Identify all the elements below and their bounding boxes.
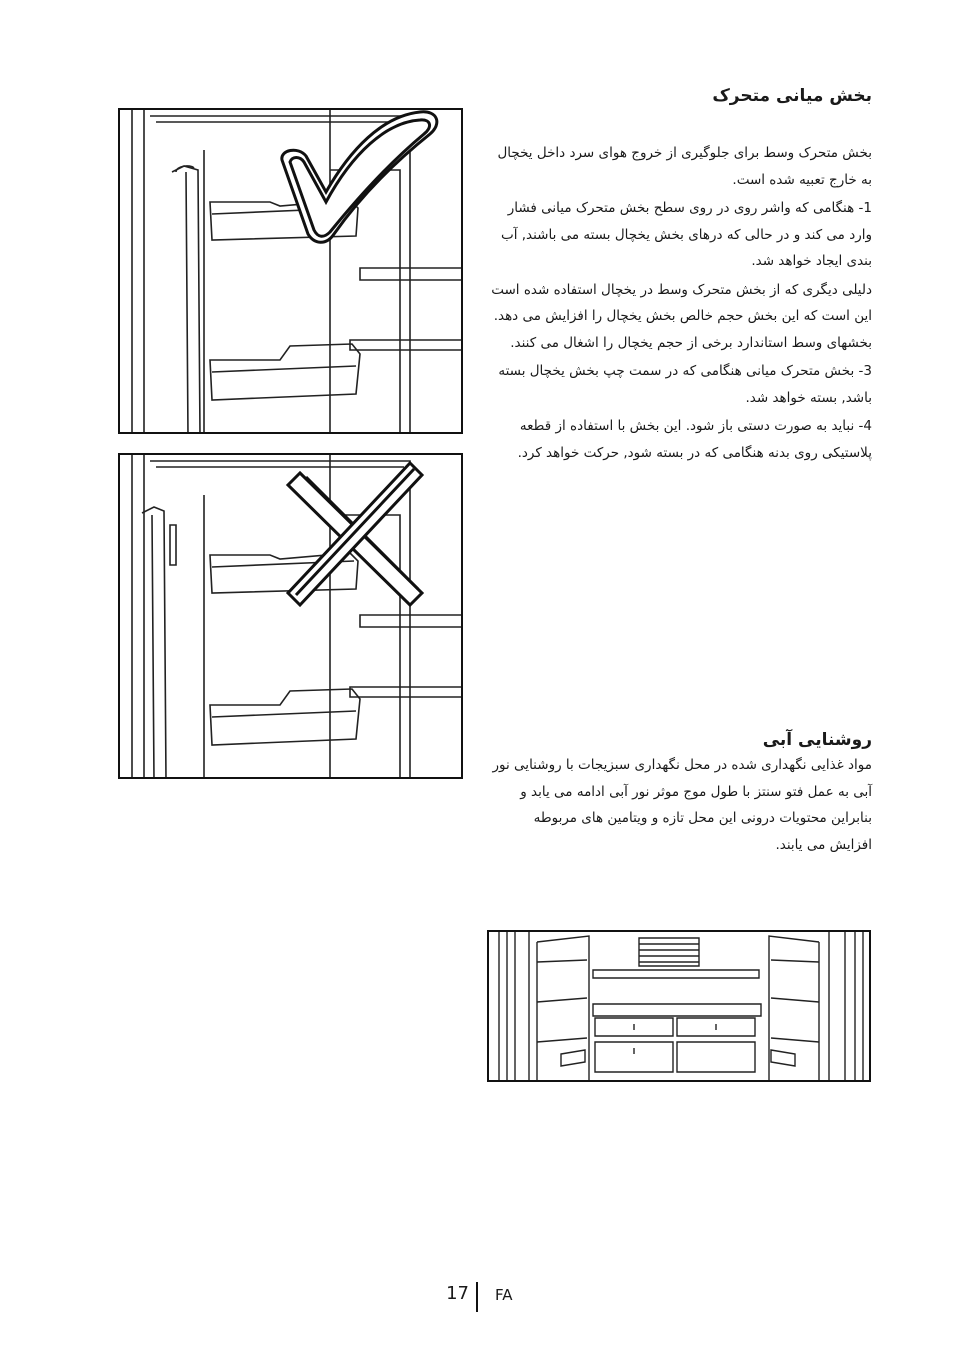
check-mark-icon: [282, 112, 437, 242]
paragraph: دلیلی دیگری که از بخش متحرک وسط در یخچال استفاده شده است این است که این بخش حجم خالص بخش یخچال را افزایش می دهد. بخشهای وسط استاندارد برخی از حجم یخچال را اشغال می کنند.: [491, 281, 872, 351]
paragraph: بخش متحرک وسط برای جلوگیری از خروج هوای سرد داخل یخچال به خارج تعبیه شده است.: [497, 145, 872, 188]
paragraph: 4- نباید به صورت دستی باز شود. این بخش با استفاده از قطعه پلاستیکی روی بدنه هنگامی که در بسته شود, حرکت خواهد کرد.: [517, 418, 872, 461]
figure-blue-light-interior: [487, 930, 871, 1082]
fridge-door-illustration: [120, 110, 463, 434]
figure-incorrect-door: [118, 453, 463, 779]
section-body-moving-mullion: [490, 140, 872, 468]
paragraph: 3- بخش متحرک میانی هنگامی که در سمت چپ بخش یخچال بسته باشد, بسته خواهد شد.: [498, 363, 872, 406]
language-code: FA: [495, 1286, 513, 1304]
section-title-moving-mullion: بخش میانی متحرک: [712, 86, 872, 106]
fridge-door-illustration: [120, 455, 463, 779]
paragraph: 1- هنگامی که واشر روی در روی سطح بخش متحرک میانی فشار وارد می کند و در حالی که درهای بخش یخچال بسته می باشند, آب بندی ایجاد خواهد شد.: [500, 200, 872, 269]
figure-correct-door: [118, 108, 463, 434]
cross-mark-icon: [288, 463, 422, 605]
section-title-blue-light: روشنایی آبی: [762, 730, 872, 750]
section-body-blue-light: [488, 752, 872, 860]
fridge-interior-illustration: [489, 932, 871, 1082]
footer-divider: [476, 1282, 478, 1312]
page-number: 17: [446, 1283, 469, 1304]
paragraph: مواد غذایی نگهداری شده در محل نگهداری سبزیجات با روشنایی نور آبی به عمل فتو سنتز با طول موج موثر نور آبی ادامه می یابد و بنابراین محتویات درونی این محل تازه و ویتامین های مربوطه افزایش می یابند.: [492, 757, 872, 853]
